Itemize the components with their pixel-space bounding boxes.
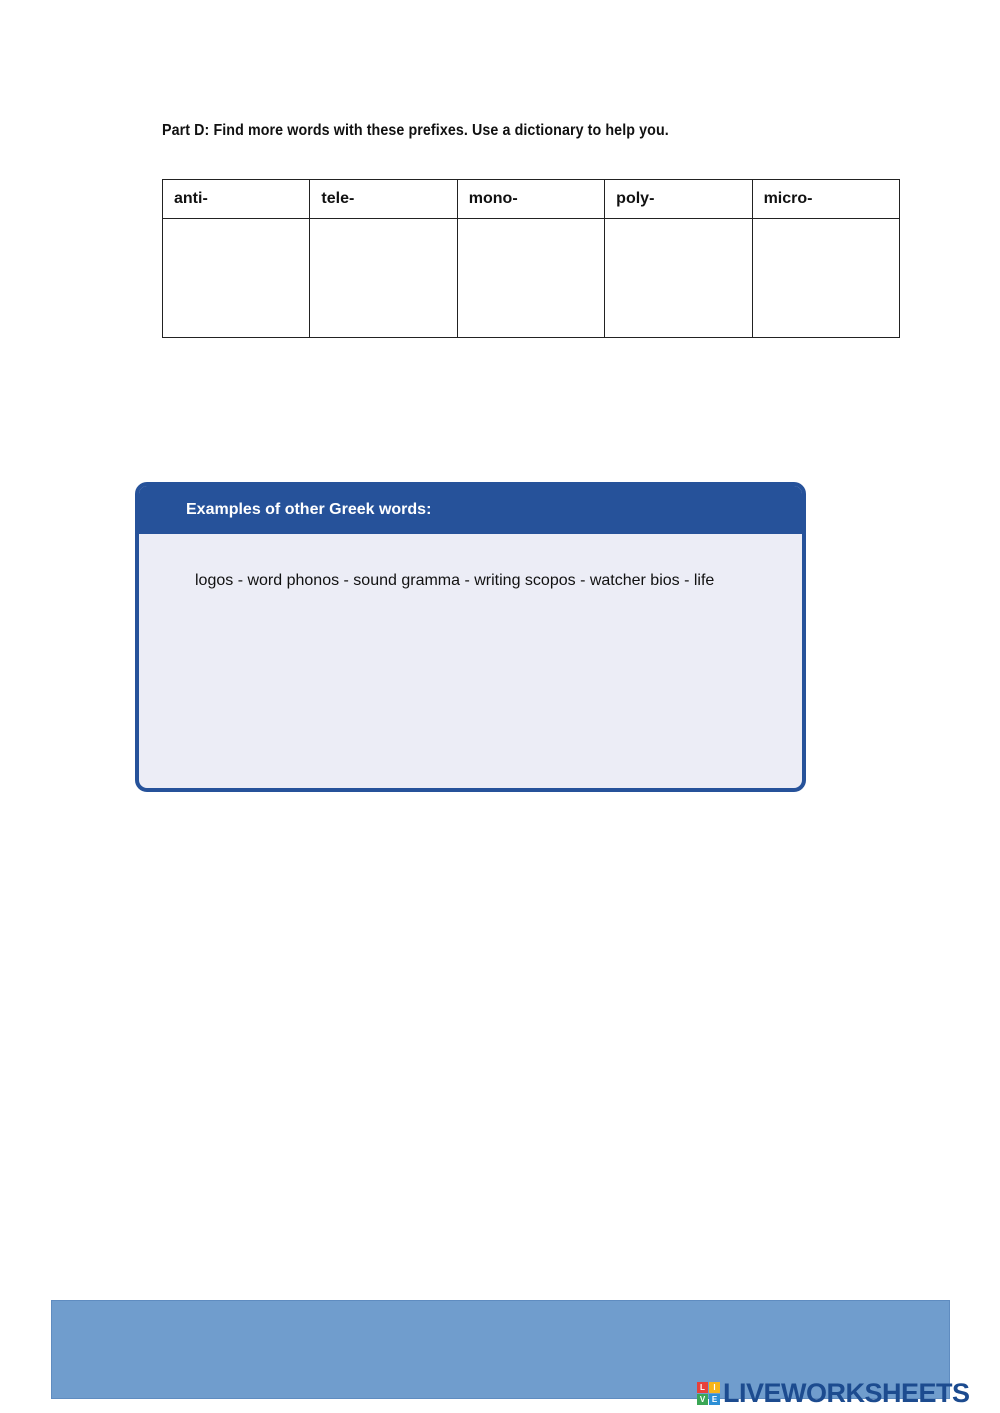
answer-cell-poly[interactable] [605,219,752,338]
logo-letter-l: L [697,1382,708,1393]
logo-letter-v: V [697,1394,708,1405]
prefix-table [162,179,900,338]
answer-cell-micro[interactable] [752,219,899,338]
liveworksheets-watermark [697,1378,970,1408]
examples-text: logos - word phonos - sound gramma - writing scopos - watcher bios - life [195,572,715,589]
answer-cell-anti[interactable] [163,219,310,338]
liveworksheets-logo-icon [697,1382,720,1405]
watermark-text: LIVEWORKSHEETS [723,1378,970,1408]
logo-letter-i: I [709,1382,720,1393]
header-poly: poly- [605,180,752,219]
examples-box [135,482,806,792]
header-tele: tele- [310,180,457,219]
instruction-text: Part D: Find more words with these prefixes. Use a dictionary to help you. [162,122,669,139]
table-answer-row [163,219,900,338]
header-mono: mono- [457,180,604,219]
logo-letter-e: E [709,1394,720,1405]
answer-cell-mono[interactable] [457,219,604,338]
header-anti: anti- [163,180,310,219]
header-micro: micro- [752,180,899,219]
table-header-row [163,180,900,219]
answer-cell-tele[interactable] [310,219,457,338]
examples-title: Examples of other Greek words: [139,486,802,534]
